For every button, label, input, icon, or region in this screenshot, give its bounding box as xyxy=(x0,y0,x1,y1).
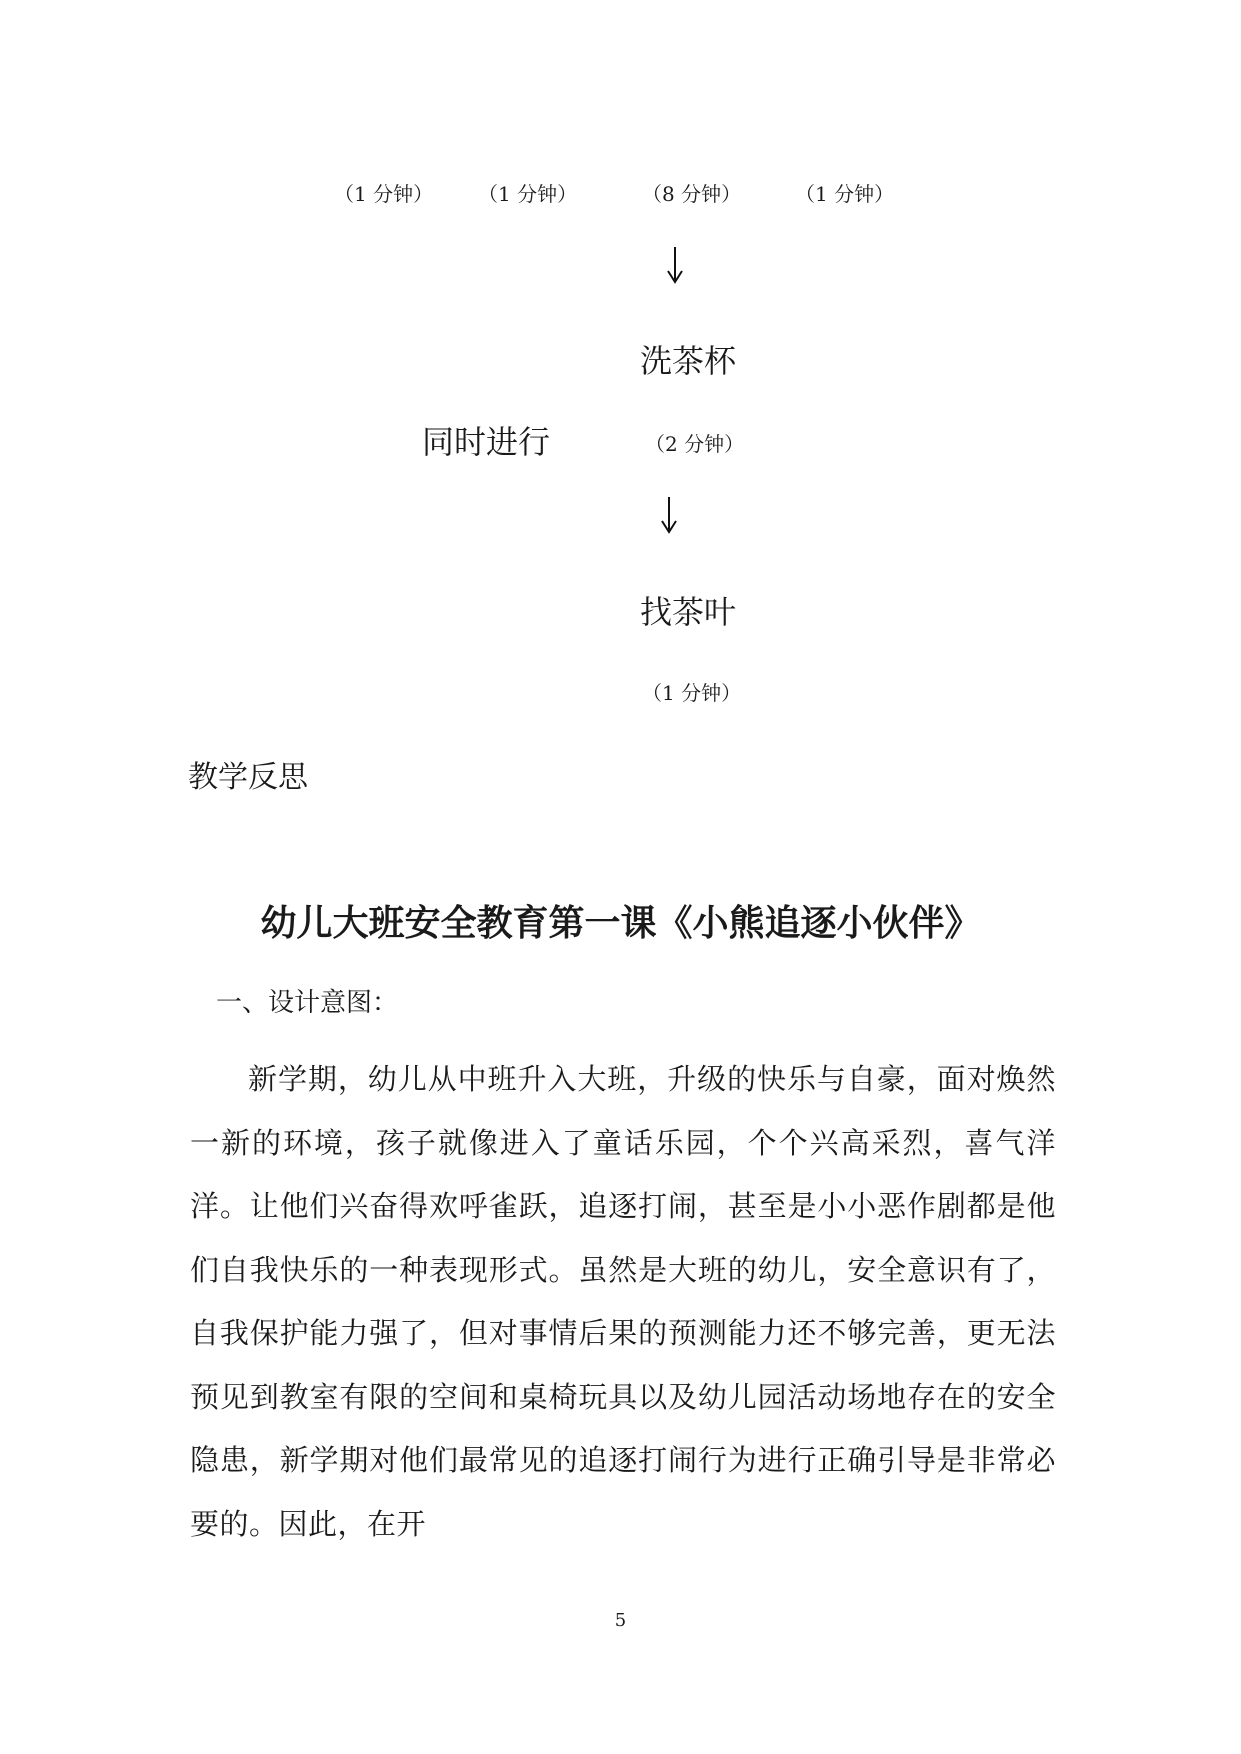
duration-wash: （2 分钟） xyxy=(645,432,745,456)
step-wash-cups: 洗茶杯 xyxy=(640,342,737,380)
simultaneous-label: 同时进行 xyxy=(422,423,551,461)
design-intent-paragraph: 新学期，幼儿从中班升入大班，升级的快乐与自豪，面对焕然一新的环境，孩子就像进入了童话乐园，个个兴高采烈，喜气洋洋。让他们兴奋得欢呼雀跃，追逐打闹，甚至是小小恶作剧都是他们自我快乐的一种表现形式。虽然是大班的幼儿，安全意识有了，自我保护能力强了，但对事情后果的预测能力还不够完善，更无法预见到教室有限的空间和桌椅玩具以及幼儿园活动场地存在的安全隐患，新学期对他们最常见的追逐打闹行为进行正确引导是非常必要的。因此，在开 xyxy=(190,1062,1056,1541)
section-design-intent: 一、设计意图： xyxy=(216,988,399,1018)
step-find-tea: 找茶叶 xyxy=(640,593,737,631)
duration-label-3: （8 分钟） xyxy=(642,182,742,206)
down-arrow-icon xyxy=(658,495,680,535)
page-number: 5 xyxy=(614,1610,627,1631)
duration-find: （1 分钟） xyxy=(642,681,742,705)
duration-label-2: （1 分钟） xyxy=(478,182,578,206)
duration-label-1: （1 分钟） xyxy=(334,182,434,206)
duration-label-4: （1 分钟） xyxy=(795,182,895,206)
down-arrow-icon xyxy=(664,245,686,285)
reflection-heading: 教学反思 xyxy=(188,760,308,795)
lesson-title: 幼儿大班安全教育第一课《小熊追逐小伙伴》 xyxy=(260,903,981,944)
